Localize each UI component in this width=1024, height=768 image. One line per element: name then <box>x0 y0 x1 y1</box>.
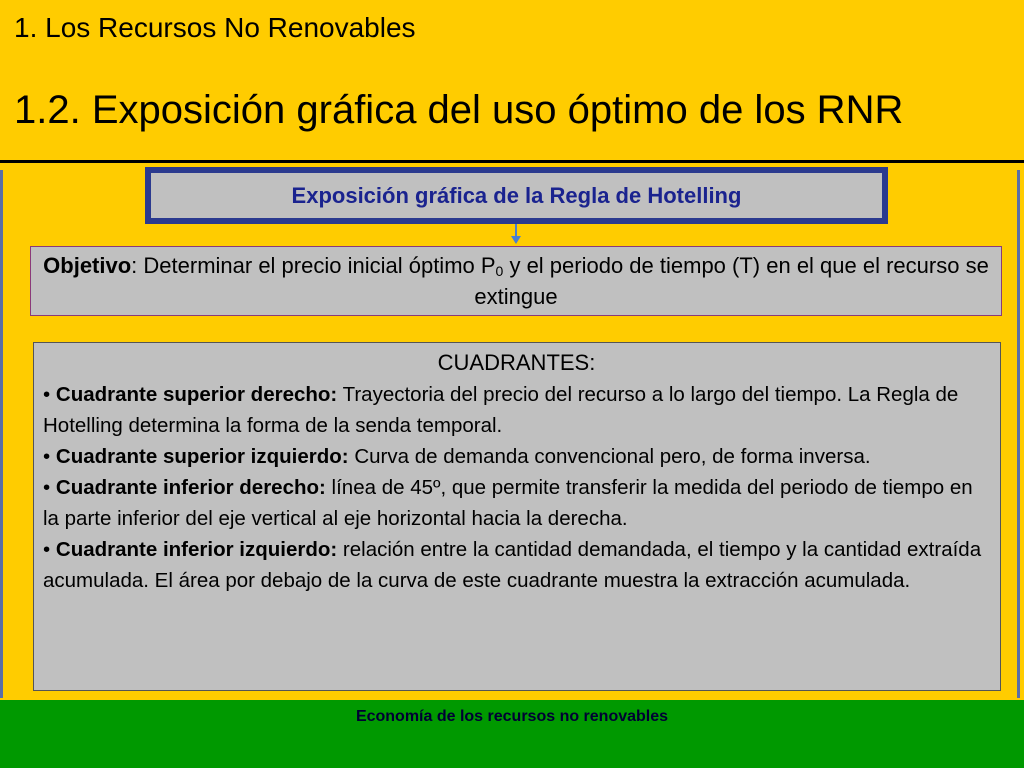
quadrant-term: Cuadrante superior derecho: <box>55 383 338 406</box>
quadrant-desc: relación entre la cantidad demandada, el tiempo y la cantidad extraída acumulada. El área por debajo de la curva de este cuadrante muestra la extracción acumulada. <box>43 538 982 592</box>
header-divider <box>0 160 1024 163</box>
arrow-down-icon <box>511 236 521 244</box>
quadrant-item <box>43 379 990 441</box>
footer-bar <box>0 700 1024 768</box>
bullet-icon: • <box>43 445 51 468</box>
objective-subscript: 0 <box>495 263 504 279</box>
bullet-icon: • <box>43 476 51 499</box>
objective-label: Objetivo <box>43 253 132 278</box>
quadrant-term: Cuadrante inferior derecho: <box>55 476 326 499</box>
slide-title: 1.2. Exposición gráfica del uso óptimo de los RNR <box>14 88 904 132</box>
objective-text-end: y el periodo de tiempo (T) en el que el recurso se extingue <box>474 253 989 309</box>
section-title: 1. Los Recursos No Renovables <box>14 12 416 43</box>
hotelling-title-box <box>145 167 888 224</box>
quadrant-item <box>43 472 990 534</box>
quadrant-item <box>43 441 990 472</box>
quadrant-term: Cuadrante inferior izquierdo: <box>55 538 338 561</box>
quadrant-desc: Curva de demanda convencional pero, de forma inversa. <box>348 445 871 468</box>
objective-text-start: : Determinar el precio inicial óptimo P <box>131 253 496 278</box>
hotelling-title-text: Exposición gráfica de la Regla de Hotelling <box>151 173 882 218</box>
bullet-icon: • <box>43 383 51 406</box>
quadrants-heading: CUADRANTES: <box>437 350 596 375</box>
quadrant-item <box>43 534 990 596</box>
quadrant-desc: Trayectoria del precio del recurso a lo largo del tiempo. La Regla de Hotelling determina la forma de la senda temporal. <box>43 383 959 437</box>
slide-header <box>0 0 1024 160</box>
objective-box <box>30 246 1002 316</box>
bullet-icon: • <box>43 538 51 561</box>
quadrants-box <box>33 342 1001 691</box>
quadrant-desc: línea de 45º, que permite transferir la medida del periodo de tiempo en la parte inferior del eje vertical al eje horizontal hacia la derecha. <box>43 476 973 530</box>
quadrant-term: Cuadrante superior izquierdo: <box>55 445 349 468</box>
footer-text: Economía de los recursos no renovables <box>355 708 669 725</box>
